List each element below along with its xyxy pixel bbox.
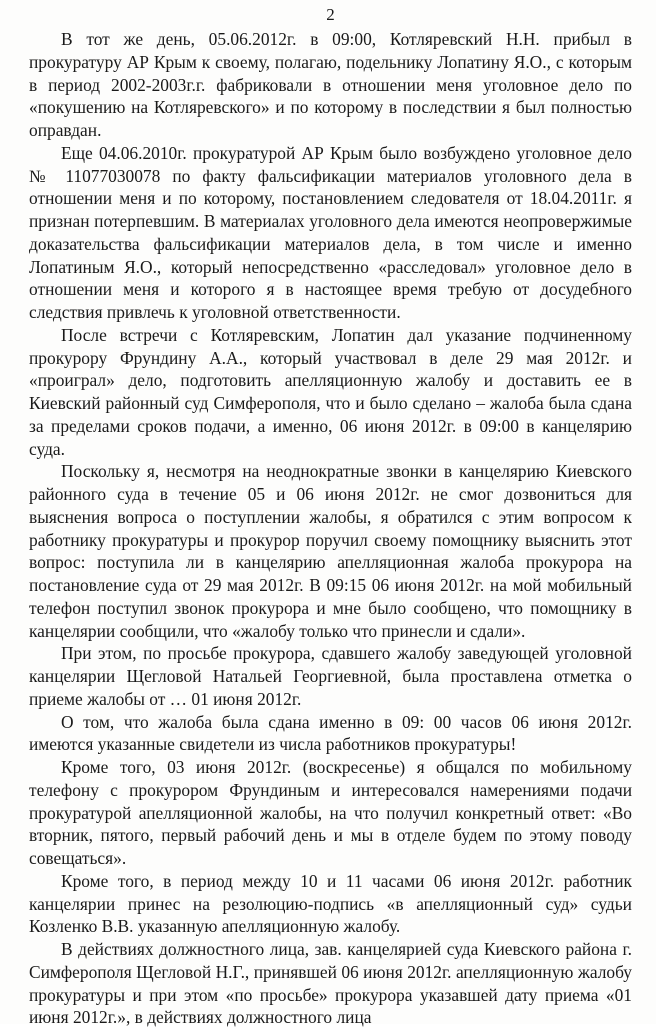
paragraph: Кроме того, в период между 10 и 11 часами 06 июня 2012г. работник канцелярии принес на резолюцию-подпись «в апелляционный суд» судьи Козленко В.В. указанную апелляционную жалобу. bbox=[29, 870, 632, 937]
paragraph: После встречи с Котляревским, Лопатин дал указание подчиненному прокурору Фрундину А.А., который участвовал в деле 29 мая 2012г. и «проиграл» дело, подготовить апелляционную жалобу и доставить ее в Киевский районный суд Симферополя, что и было сделано – жалоба была сдана за пределами сроков подачи, а именно, 06 июня 2012г. в 09:00 в канцелярию суда. bbox=[29, 324, 632, 459]
paragraph: В тот же день, 05.06.2012г. в 09:00, Котляревский Н.Н. прибыл в прокуратуру АР Крым к своему, полагаю, подельнику Лопатину Я.О., с которым в период 2002-2003г.г. фабриковали в отношении меня уголовное дело по «покушению на Котляревского» и по которому в последствии я был полностью оправдан. bbox=[29, 29, 632, 140]
paragraph: При этом, по просьбе прокурора, сдавшего жалобу заведующей уголовной канцелярии Щегловой Натальей Георгиевной, была проставлена отметка о приеме жалобы от … 01 июня 2012г. bbox=[29, 643, 632, 709]
paragraph: О том, что жалоба была сдана именно в 09: 00 часов 06 июня 2012г. имеются указанные свидетели из числа работников прокуратуры! bbox=[29, 711, 632, 755]
paragraph: Еще 04.06.2010г. прокуратурой АР Крым было возбуждено уголовное дело № 11077030078 по факту фальсификации материалов уголовного дела в отношении меня и по которому, постановлением следователя от 18.04.2011г. я признан потерпевшим. В материалах уголовного дела имеются неопровержимые доказательства фальсификации материалов дела, в том числе и именно Лопатиным Я.О., который непосредственно «расследовал» уголовное дело в отношении меня и которого я в настоящее время требую от досудебного следствия привлечь к уголовной ответственности. bbox=[29, 142, 632, 322]
document-body bbox=[29, 28, 632, 1029]
paragraph: Кроме того, 03 июня 2012г. (воскресенье) я общался по мобильному телефону с прокурором Фрундиным и интересовался намерениями подачи прокуратурой апелляционной жалобы, на что получил конкретный ответ: «Во вторник, пятого, первый рабочий день и мы в отделе будем по этому поводу совещаться». bbox=[29, 757, 632, 868]
paragraph: Поскольку я, несмотря на неоднократные звонки в канцелярию Киевского районного суда в течение 05 и 06 июня 2012г. не смог дозвониться для выяснения вопроса о поступлении жалобы, я обратился с этим вопросом к работнику прокуратуры и прокурор поручил своему помощнику выяснить этот вопрос: поступила ли в канцелярию апелляционная жалоба прокурора на постановление суда от 29 мая 2012г. В 09:15 06 июня 2012г. на мой мобильный телефон поступил звонок прокурора и мне было сообщено, что помощнику в канцелярии сообщили, что «жалобу только что принесли и сдали». bbox=[29, 461, 632, 641]
page-number: 2 bbox=[326, 5, 335, 24]
paragraph: В действиях должностного лица, зав. канцелярией суда Киевского района г. Симферополя Щегловой Н.Г., принявшей 06 июня 2012г. апелляционную жалобу прокуратуры и при этом «по просьбе» прокурора указавшей дату приема «01 июня 2012г.», в действиях должностного лица bbox=[29, 939, 632, 1028]
